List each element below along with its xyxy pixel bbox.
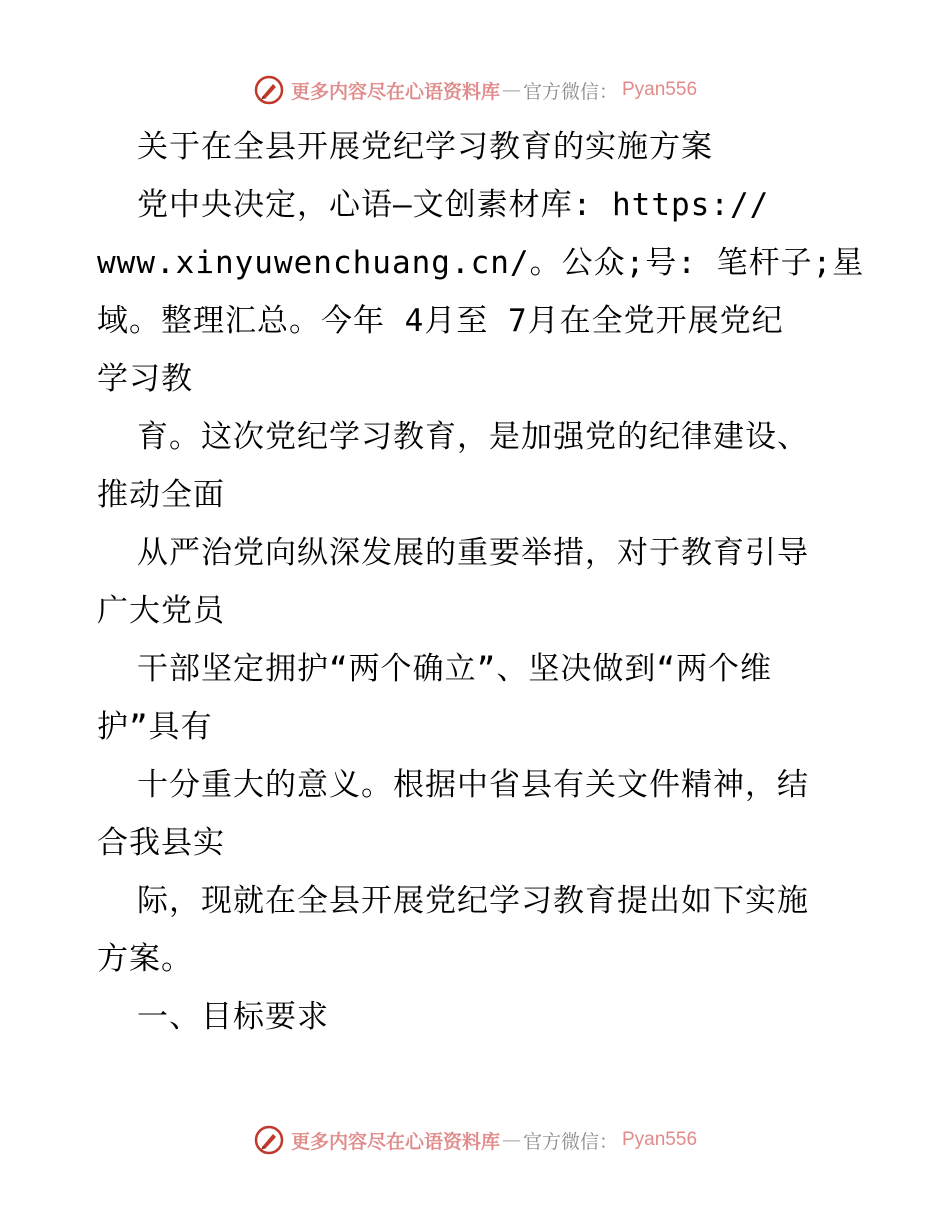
watermark-brand-text: 更多内容尽在心语资料库 [290,80,500,103]
watermark-wechat-id: Pyan556 [622,1129,698,1150]
document-line: 育。这次党纪学习教育，是加强党的纪律建设、 [137,419,809,455]
document-line: 学习教 [97,361,193,397]
header-watermark [0,70,950,110]
document-line: 党中央决定，心语—文创素材库: https:// [137,187,770,223]
document-line: 干部坚定拥护“两个确立”、坚决做到“两个维 [137,651,772,687]
footer-watermark [0,1120,950,1160]
document-line: 关于在全县开展党纪学习教育的实施方案 [137,129,713,165]
pen-logo-icon [253,74,285,106]
watermark-label: 官方微信： [522,1130,618,1153]
watermark-wechat-id: Pyan556 [622,79,698,100]
document-line: 广大党员 [97,593,225,629]
watermark-brand-text: 更多内容尽在心语资料库 [290,1130,500,1153]
document-line: 护”具有 [97,709,213,745]
watermark-label: 官方微信： [522,80,618,103]
document-line: 际，现就在全县开展党纪学习教育提出如下实施 [137,883,809,919]
pen-logo-icon [253,1124,285,1156]
document-line: www.xinyuwenchuang.cn/。公众;号: 笔杆子;星 [97,245,865,281]
document-line: 从严治党向纵深发展的重要举措，对于教育引导 [137,535,809,571]
watermark-dash: — [501,79,521,101]
document-line: 一、目标要求 [137,999,329,1035]
document-body [97,118,865,1046]
watermark-dash: — [501,1129,521,1151]
document-line: 方案。 [97,941,193,977]
document-line: 推动全面 [97,477,225,513]
document-line: 域。整理汇总。今年 4月至 7月在全党开展党纪 [97,303,784,339]
document-line: 十分重大的意义。根据中省县有关文件精神，结 [137,767,809,803]
document-line: 合我县实 [97,825,225,861]
